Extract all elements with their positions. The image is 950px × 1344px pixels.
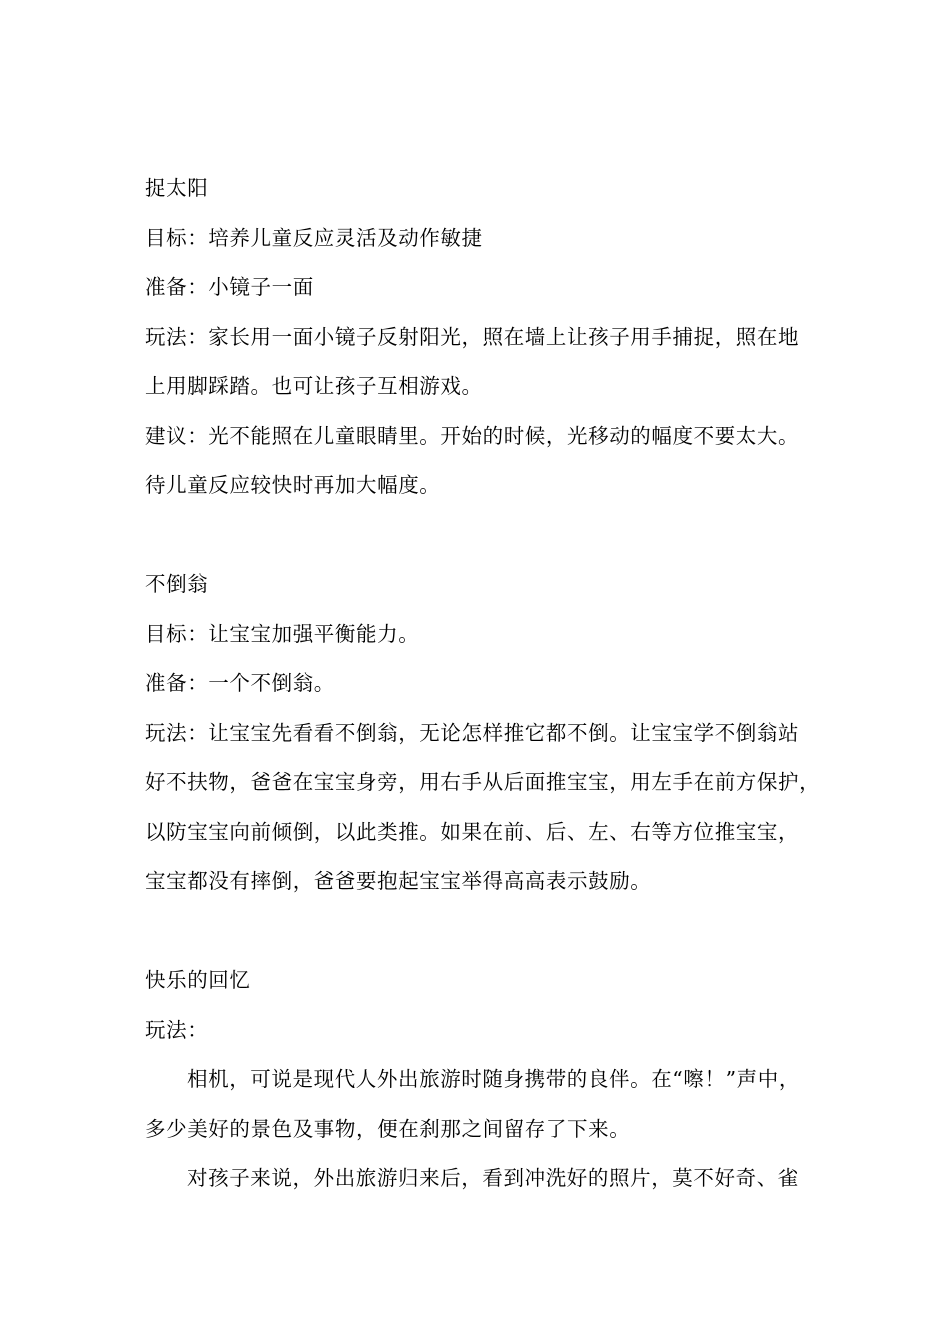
play-line: 好不扶物，爸爸在宝宝身旁，用右手从后面推宝宝，用左手在前方保护， xyxy=(145,770,821,794)
play-line: 上用脚踩踏。也可让孩子互相游戏。 xyxy=(145,374,483,398)
play-line: 以防宝宝向前倾倒，以此类推。如果在前、后、左、右等方位推宝宝， xyxy=(145,819,800,844)
advice-line: 建议：光不能照在儿童眼睛里。开始的时候，光移动的幅度不要太大。 xyxy=(145,423,800,448)
section-gap xyxy=(145,907,810,957)
play-line: 玩法：家长用一面小镜子反射阳光，照在墙上让孩子用手捕捉，照在地 xyxy=(145,324,800,349)
goal-line: 目标：让宝宝加强平衡能力。 xyxy=(145,621,420,646)
prep-line: 准备：一个不倒翁。 xyxy=(145,671,335,695)
document-page xyxy=(145,164,821,1204)
play-label: 玩法： xyxy=(145,1017,209,1042)
paragraph-line: 多少美好的景色及事物，便在刹那之间留存了下来。 xyxy=(145,1116,631,1141)
paragraph-line: 相机，可说是现代人外出旅游时随身携带的良伴。在“嚓！”声中， xyxy=(187,1067,800,1091)
paragraph-line: 对孩子来说，外出旅游归来后，看到冲洗好的照片，莫不好奇、雀 xyxy=(187,1166,799,1190)
section-title: 不倒翁 xyxy=(145,572,209,596)
prep-line: 准备：小镜子一面 xyxy=(145,275,314,299)
advice-line: 待儿童反应较快时再加大幅度。 xyxy=(145,473,441,497)
play-line: 玩法：让宝宝先看看不倒翁，无论怎样推它都不倒。让宝宝学不倒翁站 xyxy=(145,720,800,745)
section-title: 快乐的回忆 xyxy=(145,968,251,992)
play-line: 宝宝都没有摔倒，爸爸要抱起宝宝举得高高表示鼓励。 xyxy=(145,869,652,893)
section-title: 捉太阳 xyxy=(145,176,209,200)
goal-line: 目标：培养儿童反应灵活及动作敏捷 xyxy=(145,225,483,250)
section-gap xyxy=(145,511,810,561)
